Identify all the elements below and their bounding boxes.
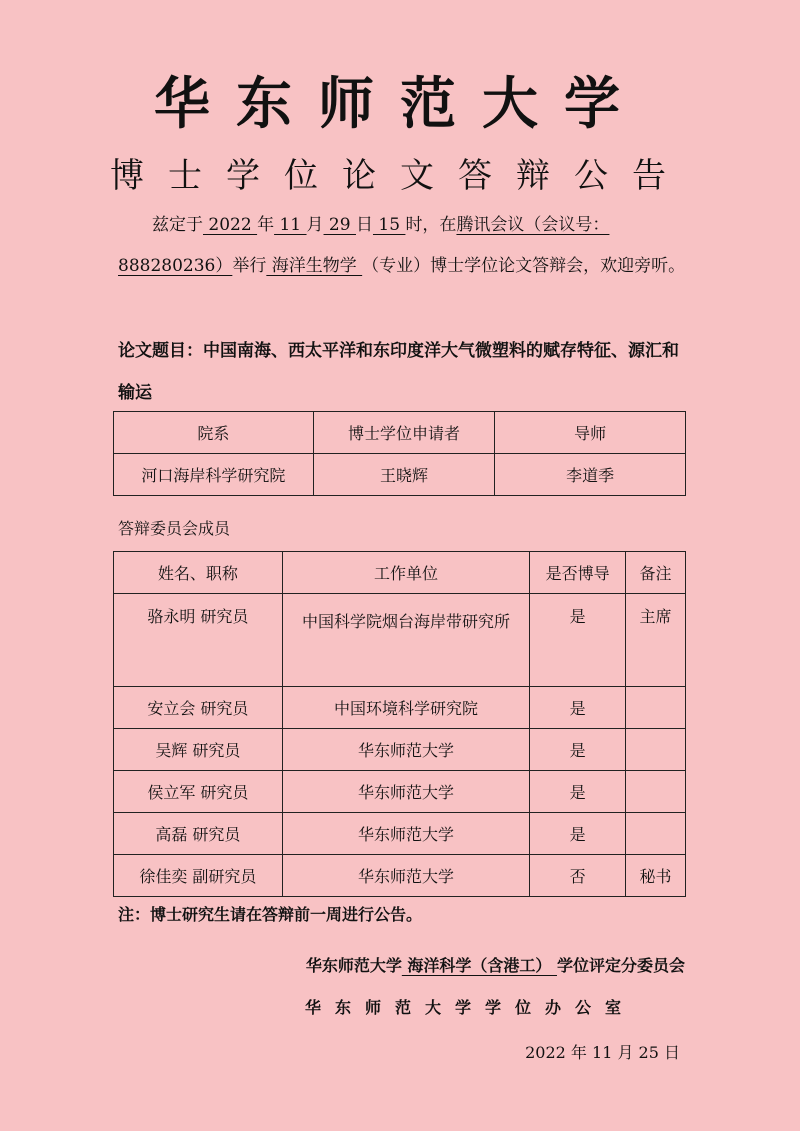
- header-work-unit: 工作单位: [282, 552, 530, 594]
- member-doctoral: 否: [530, 855, 626, 897]
- header-supervisor: 导师: [495, 412, 686, 454]
- table-row: [114, 813, 686, 855]
- committee-header-row: [114, 552, 686, 594]
- member-note: [626, 771, 686, 813]
- member-unit-text: 中国科学院烟台海岸带研究所: [301, 612, 510, 631]
- defense-month: 11: [274, 215, 307, 235]
- table-row: [114, 687, 686, 729]
- member-doctoral: 是: [530, 594, 626, 687]
- member-unit: 华东师范大学: [282, 729, 530, 771]
- member-unit: 华东师范大学: [282, 771, 530, 813]
- committee-label: 答辩委员会成员: [118, 519, 231, 538]
- member-note: 秘书: [626, 855, 686, 897]
- year-unit: 年: [257, 215, 275, 235]
- notice-title: 博士学位论文答辩公告: [110, 156, 690, 196]
- header-name-title: 姓名、职称: [114, 552, 283, 594]
- member-doctoral: 是: [530, 813, 626, 855]
- table-row: [114, 771, 686, 813]
- hour-unit: 时，在: [405, 215, 457, 235]
- table-row: [114, 594, 686, 687]
- signature-prefix: 华东师范大学: [305, 956, 402, 975]
- defense-venue: 腾讯会议（会议号：888280236）: [118, 215, 610, 276]
- thesis-block: [118, 330, 688, 414]
- member-name: 徐佳奕 副研究员: [114, 855, 283, 897]
- member-doctoral: 是: [530, 687, 626, 729]
- member-doctoral: 是: [530, 771, 626, 813]
- member-unit: 华东师范大学: [282, 855, 530, 897]
- university-title: 华东师范大学: [154, 71, 646, 137]
- closing-text: （专业）博士学位论文答辩会，欢迎旁听。: [362, 256, 686, 276]
- signature-suffix: 学位评定分委员会: [556, 956, 685, 975]
- member-doctoral: 是: [530, 729, 626, 771]
- member-unit: [282, 594, 530, 687]
- member-note: [626, 687, 686, 729]
- member-name: 侯立军 研究员: [114, 771, 283, 813]
- member-name: 安立会 研究员: [114, 687, 283, 729]
- day-unit: 日: [355, 215, 373, 235]
- supervisor-cell: 李道季: [495, 454, 686, 496]
- thesis-label: 论文题目：: [118, 341, 203, 361]
- header-department: 院系: [114, 412, 314, 454]
- committee-signature: [0, 953, 685, 976]
- applicant-row: [114, 454, 686, 496]
- member-note: [626, 729, 686, 771]
- table-row: [114, 855, 686, 897]
- member-note: 主席: [626, 594, 686, 687]
- committee-table: [113, 551, 686, 897]
- defense-day: 29: [323, 215, 356, 235]
- member-name: 高磊 研究员: [114, 813, 283, 855]
- header-applicant: 博士学位申请者: [313, 412, 495, 454]
- member-unit: 中国环境科学研究院: [282, 687, 530, 729]
- signature-dept: 海洋科学（含港工）: [401, 956, 557, 975]
- applicant-table: [113, 411, 686, 496]
- announcement-paragraph: [118, 205, 688, 287]
- footnote: 注：博士研究生请在答辩前一周进行公告。: [118, 905, 423, 924]
- member-name: 骆永明 研究员: [114, 594, 283, 687]
- intro-text: 兹定于: [152, 215, 203, 235]
- thesis-title: 中国南海、西太平洋和东印度洋大气微塑料的赋存特征、源汇和输运: [118, 341, 679, 403]
- issue-date: 2022 年 11 月 25 日: [525, 1043, 680, 1062]
- month-unit: 月: [306, 215, 324, 235]
- table-row: [114, 729, 686, 771]
- member-name: 吴辉 研究员: [114, 729, 283, 771]
- header-note: 备注: [626, 552, 686, 594]
- defense-year: 2022: [203, 215, 258, 235]
- department-cell: 河口海岸科学研究院: [114, 454, 314, 496]
- member-note: [626, 813, 686, 855]
- held-text: 举行: [232, 256, 267, 276]
- header-doctoral-supervisor: 是否博导: [530, 552, 626, 594]
- applicant-header-row: [114, 412, 686, 454]
- degree-office: 华东师范大学学位办公室: [305, 998, 636, 1017]
- member-unit: 华东师范大学: [282, 813, 530, 855]
- applicant-cell: 王晓辉: [313, 454, 495, 496]
- defense-hour: 15: [372, 215, 406, 235]
- defense-major: 海洋生物学: [266, 256, 363, 276]
